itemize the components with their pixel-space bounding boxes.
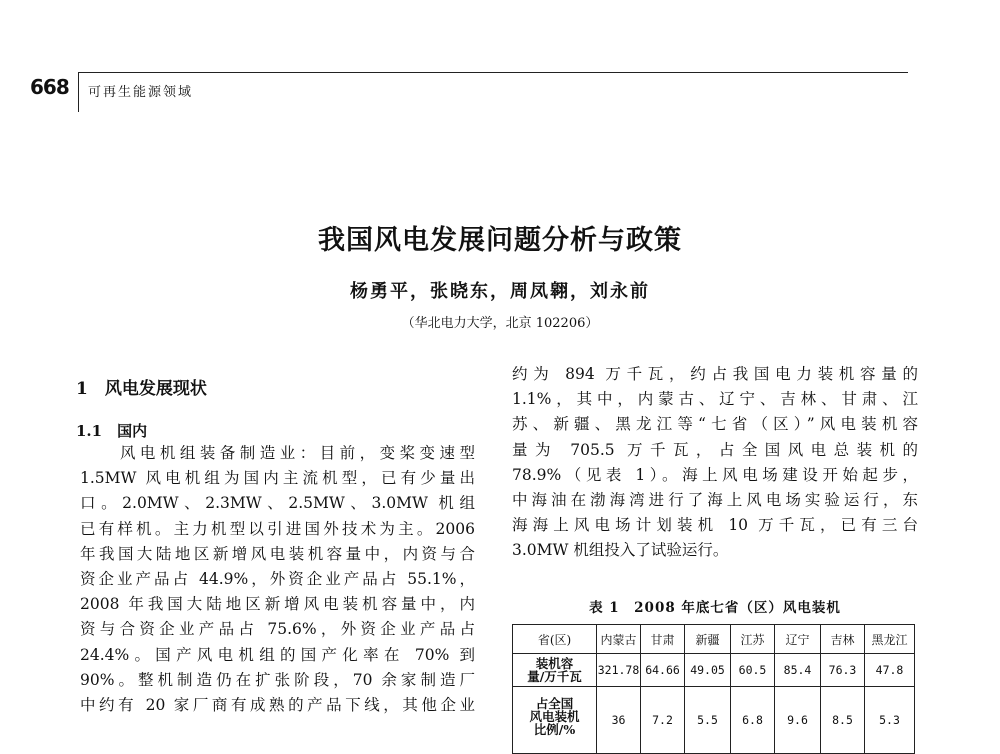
header-cell: 新疆 <box>685 625 731 654</box>
table-cell: 85.4 <box>775 654 821 687</box>
text-line: 24.4%。国产风电机组的国产化率在 70% 到 <box>80 645 475 664</box>
text-line: 年我国大陆地区新增风电装机容量中，内资与合 <box>80 544 475 563</box>
table-cell: 36 <box>597 687 641 754</box>
header-cell: 省(区) <box>513 625 597 654</box>
affiliation: （华北电力大学，北京 102206） <box>401 316 599 331</box>
row-label <box>513 654 597 687</box>
header-divider <box>78 72 79 112</box>
table-cell: 5.5 <box>685 687 731 754</box>
text-line: 1.1%，其中，内蒙古、辽宁、吉林、甘肃、江 <box>512 390 918 409</box>
table-row <box>513 654 915 687</box>
table-cell: 60.5 <box>731 654 775 687</box>
text-line: 资企业产品占 44.9%，外资企业产品占 55.1%， <box>80 569 475 588</box>
header-cell: 黑龙江 <box>865 625 915 654</box>
table-cell: 5.3 <box>865 687 915 754</box>
page-number: 668 <box>30 75 69 99</box>
text-line: 海海上风电场计划装机 10 万千瓦，已有三台 <box>512 516 918 535</box>
row-label <box>513 687 597 754</box>
row-label-line: 比例/% <box>533 722 576 737</box>
table-header-row <box>513 625 915 654</box>
row-label-line: 装机容 <box>535 656 574 671</box>
row-label-line: 量/万千瓦 <box>527 669 582 684</box>
author-list: 杨勇平，张晓东，周凤翱，刘永前 <box>350 281 650 302</box>
table-cell: 47.8 <box>865 654 915 687</box>
table-row <box>513 687 915 754</box>
text-line: 资与合资企业产品占 75.6%，外资企业产品占 <box>80 620 475 639</box>
table-cell: 49.05 <box>685 654 731 687</box>
section-heading: 1 风电发展现状 <box>76 379 207 399</box>
text-line: 苏、新疆、黑龙江等“七省（区）”风电装机容 <box>512 415 918 434</box>
header-cell: 吉林 <box>821 625 865 654</box>
text-line: 1.5MW 风电机组为国内主流机型，已有少量出 <box>80 469 475 488</box>
table-cell: 7.2 <box>641 687 685 754</box>
text-line: 3.0MW 机组投入了试验运行。 <box>512 541 729 560</box>
header-rule <box>78 72 908 73</box>
text-line: 78.9%（见表 1）。海上风电场建设开始起步， <box>512 465 918 484</box>
subsection-heading: 1.1 国内 <box>76 422 148 440</box>
text-line: 已有样机。主力机型以引进国外技术为主。2006 <box>80 519 475 538</box>
row-label-line: 占全国 <box>535 696 574 711</box>
table-cell: 6.8 <box>731 687 775 754</box>
right-column-text <box>512 362 918 564</box>
text-line: 中海油在渤海湾进行了海上风电场实验运行，东 <box>512 490 918 509</box>
journal-name: 可再生能源领域 <box>88 85 194 100</box>
text-line: 90%。整机制造仍在扩张阶段，70 余家制造厂 <box>80 670 475 689</box>
left-column-text <box>80 441 475 718</box>
text-line: 口。2.0MW、2.3MW、2.5MW、3.0MW 机组 <box>80 494 475 513</box>
table-caption: 表 1 2008 年底七省（区）风电装机 <box>589 600 841 616</box>
table-cell: 8.5 <box>821 687 865 754</box>
row-label-line: 风电装机 <box>529 709 580 724</box>
text-line: 风电机组装备制造业：目前，变桨变速型 <box>80 444 475 462</box>
header-cell: 辽宁 <box>775 625 821 654</box>
text-line: 量为 705.5 万千瓦，占全国风电总装机的 <box>512 440 918 459</box>
header-cell: 江苏 <box>731 625 775 654</box>
table-cell: 64.66 <box>641 654 685 687</box>
table-cell: 321.78 <box>597 654 641 687</box>
text-line: 中约有 20 家厂商有成熟的产品下线，其他企业 <box>80 695 475 714</box>
text-line: 约为 894 万千瓦，约占我国电力装机容量的 <box>512 365 918 383</box>
table-cell: 76.3 <box>821 654 865 687</box>
header-cell: 甘肃 <box>641 625 685 654</box>
wind-capacity-table <box>512 624 915 754</box>
header-cell: 内蒙古 <box>597 625 641 654</box>
paper-title: 我国风电发展问题分析与政策 <box>318 225 682 256</box>
text-line: 2008 年我国大陆地区新增风电装机容量中，内 <box>80 595 475 614</box>
table-cell: 9.6 <box>775 687 821 754</box>
